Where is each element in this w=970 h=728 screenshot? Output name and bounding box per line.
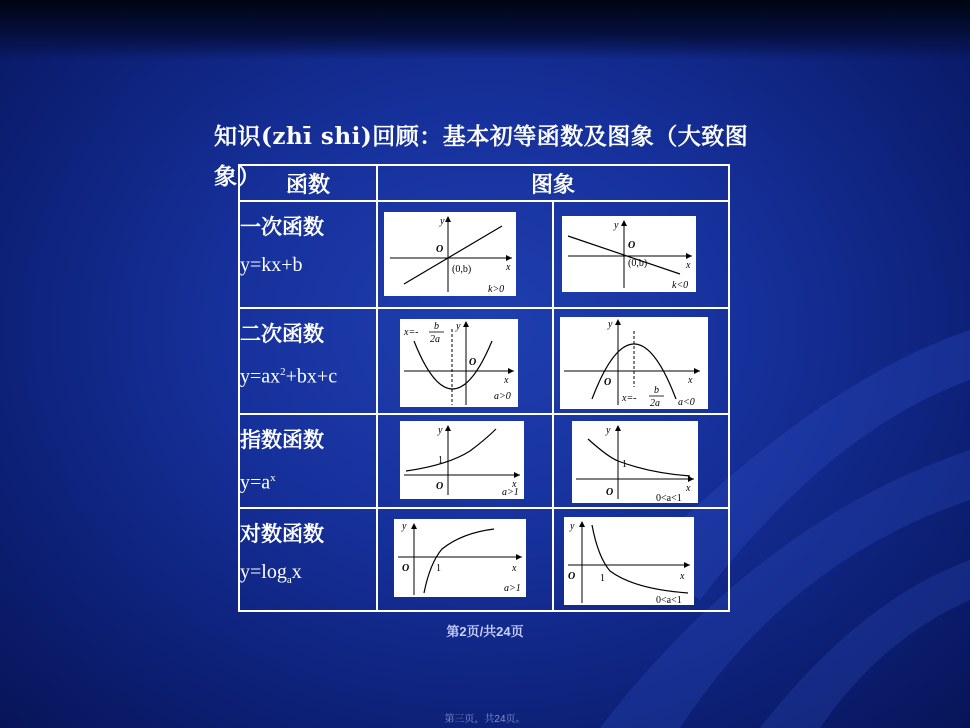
linear-graph-k-negative <box>562 216 696 292</box>
function-name: 一次函数 <box>240 214 324 239</box>
table-row-linear <box>239 201 729 308</box>
condition-label: a>1 <box>504 583 521 594</box>
exponential-graph-a-greater-1 <box>400 421 524 499</box>
fraction-denominator: 2a <box>430 334 440 345</box>
intercept-one-label: 1 <box>600 573 605 584</box>
quadratic-graph-a-positive <box>400 319 518 407</box>
logarithmic-graph-a-between-0-1 <box>564 517 694 605</box>
y-axis-label: y <box>456 321 461 332</box>
fraction-denominator: 2a <box>650 398 660 409</box>
function-formula <box>240 353 376 396</box>
formula-exponent: x <box>270 472 276 484</box>
fraction-numerator: b <box>434 321 439 332</box>
condition-label: k<0 <box>672 280 689 291</box>
function-formula <box>240 553 376 599</box>
x-axis-label: x <box>686 260 691 271</box>
table-header-row <box>239 165 729 201</box>
intercept-label: (0,b) <box>452 264 472 275</box>
top-band <box>0 0 970 60</box>
quadratic-graph-a-negative <box>560 317 708 409</box>
condition-label: k>0 <box>488 284 505 295</box>
function-formula: y=kx+b <box>240 254 303 276</box>
cell-exponential-name <box>239 414 377 508</box>
y-axis-label: y <box>438 425 443 436</box>
cell-quadratic-name <box>239 308 377 414</box>
table-row-logarithmic <box>239 508 729 611</box>
origin-label: O <box>469 357 477 368</box>
slide-title: 知识(zhī shi)回顾：基本初等函数及图象（大致图象） <box>214 123 749 190</box>
formula-rest: +bx+c <box>285 365 338 388</box>
formula-base: y=log <box>240 561 287 583</box>
x-axis-label: x <box>512 479 517 490</box>
intercept-one-label: 1 <box>436 563 441 574</box>
intercept-one-label: 1 <box>622 459 627 470</box>
fraction-numerator: b <box>654 385 659 396</box>
function-name: 对数函数 <box>240 521 324 546</box>
x-axis-label: x <box>504 375 509 386</box>
cell-logarithmic-graph-1 <box>377 508 553 611</box>
page-number-small: 第三页，共24页。 <box>444 714 526 725</box>
y-axis-label: y <box>606 425 611 436</box>
table-row-exponential <box>239 414 729 508</box>
table-row-quadratic <box>239 308 729 414</box>
cell-exponential-graph-1 <box>377 414 553 508</box>
condition-label: a>1 <box>502 487 519 498</box>
cell-logarithmic-graph-2 <box>553 508 729 611</box>
origin-label: O <box>436 481 444 492</box>
function-table <box>238 164 730 612</box>
y-axis-label: y <box>402 521 407 532</box>
formula-subscript: a <box>286 574 292 586</box>
cell-linear-name <box>239 201 377 308</box>
page-number: 第2页/共24页 <box>446 624 524 639</box>
function-formula <box>240 459 376 502</box>
origin-label: O <box>628 240 636 251</box>
linear-graph-k-positive <box>384 212 516 296</box>
y-axis-label: y <box>608 319 613 330</box>
axis-of-symmetry-label: x=- <box>404 327 419 338</box>
x-axis-label: x <box>688 375 693 386</box>
y-axis-label: y <box>440 216 445 227</box>
origin-label: O <box>436 244 444 255</box>
axis-of-symmetry-label: x=- <box>622 393 637 404</box>
condition-label: a>0 <box>494 391 511 402</box>
exponential-graph-a-between-0-1 <box>572 421 698 503</box>
y-axis-label: y <box>570 521 575 532</box>
x-axis-label: x <box>686 483 691 494</box>
cell-linear-graph-1 <box>377 201 553 308</box>
intercept-label: (0,b) <box>628 258 648 269</box>
origin-label: O <box>606 487 614 498</box>
cell-logarithmic-name <box>239 508 377 611</box>
logarithmic-graph-a-greater-1 <box>394 519 526 597</box>
function-name: 指数函数 <box>240 427 324 452</box>
formula-exponent: 2 <box>280 366 286 378</box>
header-function: 函数 <box>239 165 377 201</box>
origin-label: O <box>402 563 410 574</box>
condition-label: a<0 <box>678 397 695 408</box>
origin-label: O <box>568 571 576 582</box>
cell-exponential-graph-2 <box>553 414 729 508</box>
condition-label: 0<a<1 <box>656 493 682 503</box>
condition-label: 0<a<1 <box>656 595 682 605</box>
cell-quadratic-graph-2 <box>553 308 729 414</box>
formula-rest: x <box>291 561 302 583</box>
x-axis-label: x <box>506 262 511 273</box>
formula-base: y=ax <box>240 365 281 388</box>
x-axis-label: x <box>512 563 517 574</box>
y-axis-label: y <box>614 220 619 231</box>
cell-linear-graph-2 <box>553 201 729 308</box>
origin-label: O <box>604 377 612 388</box>
x-axis-label: x <box>680 571 685 582</box>
intercept-one-label: 1 <box>438 455 443 466</box>
function-name: 二次函数 <box>240 321 324 346</box>
header-graph: 图象 <box>377 165 729 201</box>
cell-quadratic-graph-1 <box>377 308 553 414</box>
formula-base: y=a <box>240 471 271 494</box>
